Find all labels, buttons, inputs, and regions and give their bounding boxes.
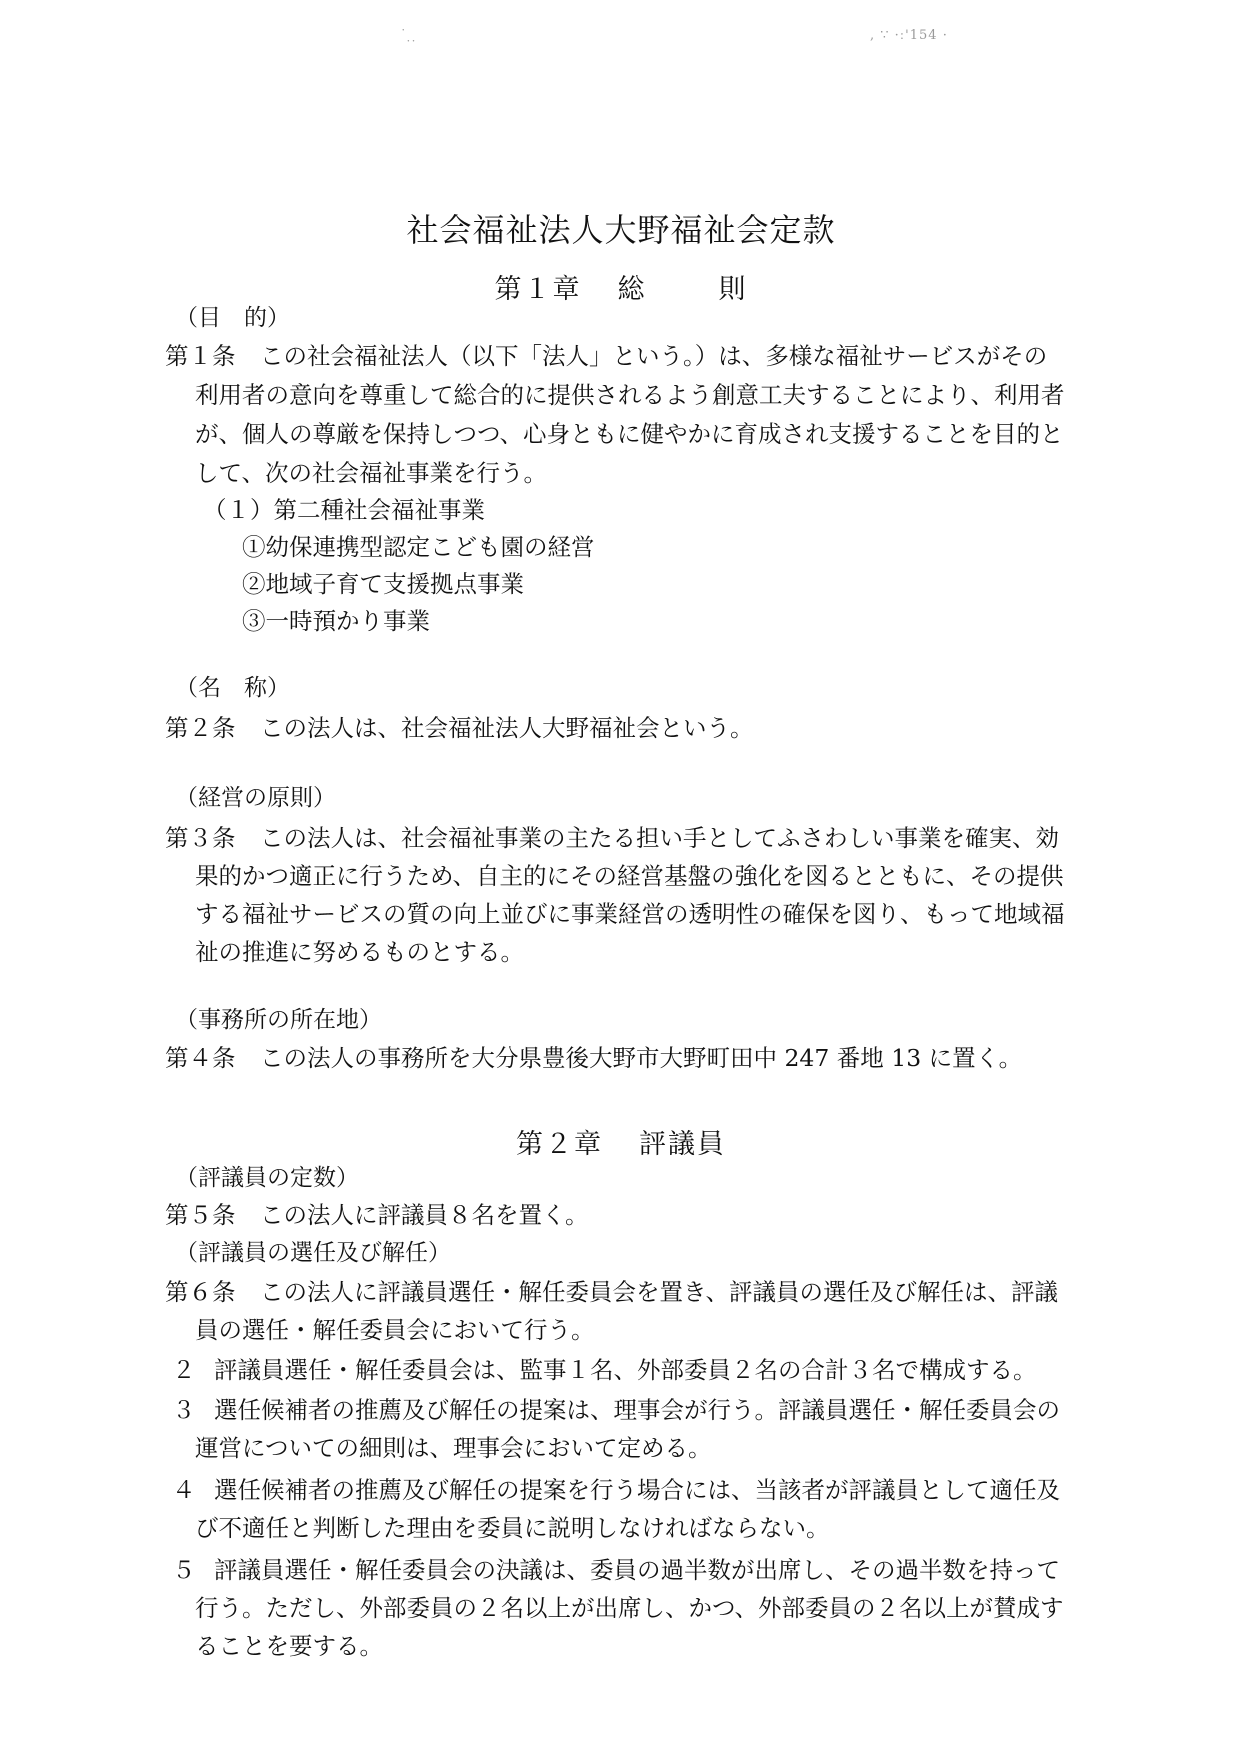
article-6-para-5-line-3: ることを要する。 [195,1632,383,1660]
scan-mark-right: , ∵ ·ː'154 · [870,28,948,43]
article-1-line-4: して、次の社会福祉事業を行う。 [195,459,548,487]
article-1-heading: （目 的） [175,305,290,331]
article-5-text-1: この法人に評議員８名を置く。 [260,1201,589,1229]
article-1-label: 第１条 [165,342,236,370]
article-6-para-3-line-2: 運営についての細則は、理事会において定める。 [195,1434,712,1462]
article-3-label: 第３条 [165,824,236,852]
article-1-subitem-1: ①幼保連携型認定こども園の経営 [242,533,595,561]
para-5-text-1: 評議員選任・解任委員会の決議は、委員の過半数が出席し、その過半数を持って [214,1556,1060,1584]
chapter-1-name-b: 則 [718,274,748,305]
article-4-text-1: この法人の事務所を大分県豊後大野市大野町田中 247 番地 13 に置く。 [260,1044,1023,1072]
scan-mark-left: ˙ ̣ ̣ [400,28,418,43]
article-1-text-1: この社会福祉法人（以下「法人」という。）は、多様な福祉サービスがその [260,342,1048,370]
para-4-number: ４ [172,1476,196,1504]
article-6-para-4-line-2: び不適任と判断した理由を委員に説明しなければならない。 [195,1514,830,1542]
article-2-label: 第２条 [165,714,236,742]
article-6-para-2 [172,1350,1132,1390]
para-2-text-1: 評議員選任・解任委員会は、監事１名、外部委員２名の合計３名で構成する。 [214,1356,1037,1384]
para-5-number: ５ [172,1556,196,1584]
article-1-item-1: （１）第二種社会福祉事業 [203,496,485,524]
article-1-subitem-2: ②地域子育て支援拠点事業 [242,570,524,598]
article-2-heading: （名 称） [175,675,290,701]
article-3-heading: （経営の原則） [175,785,336,811]
chapter-2-heading [0,1122,1242,1161]
article-1-line-1 [165,336,1125,376]
para-4-text-1: 選任候補者の推薦及び解任の提案を行う場合には、当該者が評議員として適任及 [214,1476,1060,1504]
chapter-2-name: 評議員 [639,1129,726,1160]
article-3-text-1: この法人は、社会福祉事業の主たる担い手としてふさわしい事業を確実、効 [260,824,1059,852]
article-6-para-5-line-2: 行う。ただし、外部委員の２名以上が出席し、かつ、外部委員の２名以上が賛成す [195,1594,1064,1622]
article-2-text-1: この法人は、社会福祉法人大野福祉会という。 [260,714,754,742]
article-5-line-1 [165,1195,1125,1235]
article-6-para-3 [172,1390,1132,1430]
article-6-text-1: この法人に評議員選任・解任委員会を置き、評議員の選任及び解任は、評議 [260,1278,1059,1306]
article-6-para-4 [172,1470,1132,1510]
article-3-line-3: する福祉サービスの質の向上並びに事業経営の透明性の確保を図り、もって地域福 [195,900,1065,928]
para-2-number: ２ [172,1356,196,1384]
chapter-1-name-a: 総 [617,274,647,305]
para-3-number: ３ [172,1396,196,1424]
article-3-line-4: 祉の推進に努めるものとする。 [195,938,524,966]
document-title: 社会福祉法人大野福祉会定款 [406,211,836,249]
article-4-heading: （事務所の所在地） [175,1007,382,1033]
article-1-line-2: 利用者の意向を尊重して総合的に提供されるよう創意工夫することにより、利用者 [195,381,1065,409]
article-6-label: 第６条 [165,1278,236,1306]
para-3-text-1: 選任候補者の推薦及び解任の提案は、理事会が行う。評議員選任・解任委員会の [214,1396,1060,1424]
article-2-line-1 [165,708,1125,748]
chapter-1-label: 第１章 [494,274,582,305]
article-5-label: 第５条 [165,1201,236,1229]
article-6-line-2: 員の選任・解任委員会において行う。 [195,1316,595,1344]
chapter-2-label: 第２章 [516,1129,603,1160]
article-3-line-2: 果的かつ適正に行うため、自主的にその経営基盤の強化を図るとともに、その提供 [195,862,1064,890]
article-1-line-3: が、個人の尊厳を保持しつつ、心身ともに健やかに育成され支援することを目的と [195,420,1064,448]
article-6-line-1 [165,1272,1125,1312]
article-1-subitem-3: ③一時預かり事業 [242,607,430,635]
article-3-line-1 [165,818,1125,858]
article-5-heading: （評議員の定数） [175,1165,359,1191]
article-4-line-1 [165,1038,1125,1078]
article-4-label: 第４条 [165,1044,236,1072]
article-6-para-5 [172,1550,1132,1590]
article-6-heading: （評議員の選任及び解任） [175,1240,451,1266]
